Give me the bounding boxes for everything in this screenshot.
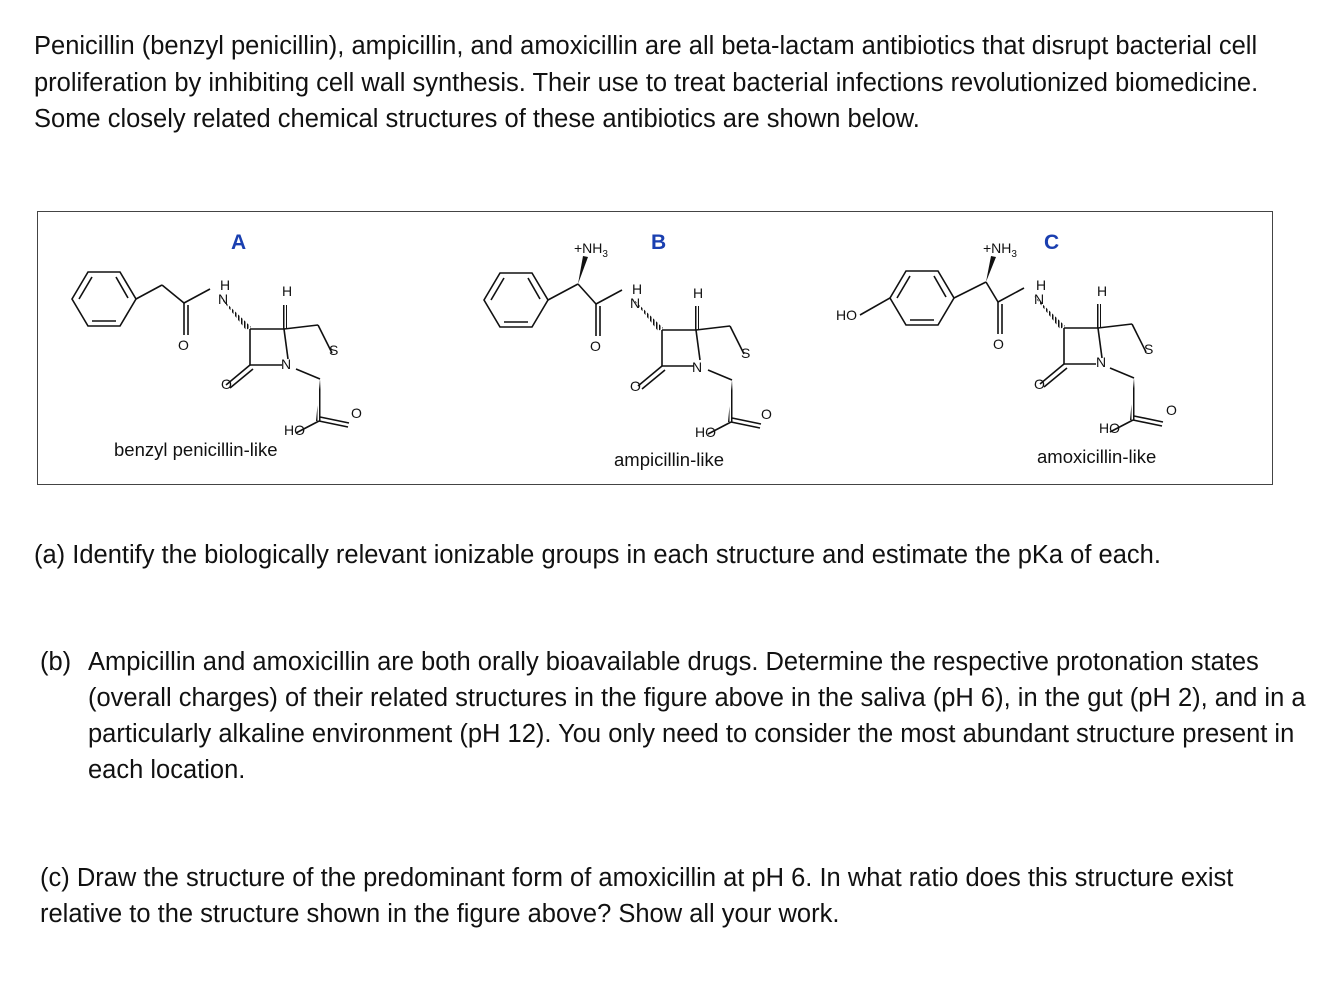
question-b [40, 644, 1328, 788]
structure-c-letter: C [1044, 231, 1060, 254]
svg-text:N: N [218, 291, 229, 307]
svg-text:O: O [1034, 376, 1045, 392]
svg-text:O: O [221, 376, 232, 392]
svg-text:H: H [632, 281, 643, 297]
question-b-label: (b) [40, 648, 72, 676]
question-c: (c) Draw the structure of the predominant form of amoxicillin at pH 6. In what ratio does this structure exist relative to the structure shown in the figure above? Show all your work. [40, 864, 1234, 928]
ammonium-label-b: $+NH_3$ [574, 240, 608, 260]
svg-text:N: N [692, 359, 703, 375]
structure-b-letter: B [651, 231, 667, 254]
structure-c-caption: amoxicillin-like [1037, 446, 1157, 467]
chemical-structures-diagram [38, 212, 1274, 486]
structure-a-letter: A [231, 231, 247, 254]
structures-figure [37, 211, 1273, 485]
benzene-ring [72, 272, 136, 326]
structure-a [72, 231, 362, 460]
svg-text:HO: HO [284, 422, 305, 438]
svg-text:N: N [281, 356, 292, 372]
intro-paragraph: Penicillin (benzyl penicillin), ampicillin, and amoxicillin are all beta-lactam antibiotics that disrupt bacterial cell proliferation by inhibiting cell wall synthesis. Their use to treat bacterial infections revolutionized biomedicine. Some closely related chemical structures of these antibiotics are shown below. [34, 32, 1259, 133]
svg-text:N: N [1096, 354, 1107, 370]
svg-text:H: H [693, 285, 704, 301]
structure-c [836, 231, 1177, 467]
svg-text:O: O [178, 337, 189, 353]
structure-b [484, 231, 772, 470]
svg-text:S: S [741, 345, 751, 361]
benzene-ring [890, 271, 954, 325]
svg-text:O: O [351, 405, 362, 421]
question-a: (a) Identify the biologically relevant ionizable groups in each structure and estimate the pKa of each. [34, 541, 1161, 569]
svg-text:O: O [993, 336, 1004, 352]
svg-text:HO: HO [695, 424, 716, 440]
svg-text:H: H [282, 283, 293, 299]
svg-text:S: S [329, 342, 339, 358]
ammonium-label-c: $+NH_3$ [983, 240, 1017, 260]
phenol-label: HO [836, 307, 857, 323]
svg-text:N: N [1034, 291, 1045, 307]
svg-text:O: O [590, 338, 601, 354]
svg-text:H: H [1036, 277, 1047, 293]
svg-text:H: H [1097, 283, 1108, 299]
svg-text:HO: HO [1099, 420, 1120, 436]
question-b-text: Ampicillin and amoxicillin are both orally bioavailable drugs. Determine the respective protonation states (overall charges) of their related structures in the figure above in the saliva (pH 6), in the gut (pH 2), and in a particularly alkaline environment (pH 12). You only need to consider the most abundant structure present in each location. [88, 648, 1306, 784]
svg-text:H: H [220, 277, 231, 293]
structure-a-caption: benzyl penicillin-like [114, 439, 278, 460]
svg-text:S: S [1144, 341, 1154, 357]
benzene-ring [484, 273, 548, 327]
svg-text:O: O [761, 406, 772, 422]
svg-text:N: N [630, 295, 641, 311]
svg-text:O: O [1166, 402, 1177, 418]
svg-text:O: O [630, 378, 641, 394]
structure-b-caption: ampicillin-like [614, 449, 724, 470]
